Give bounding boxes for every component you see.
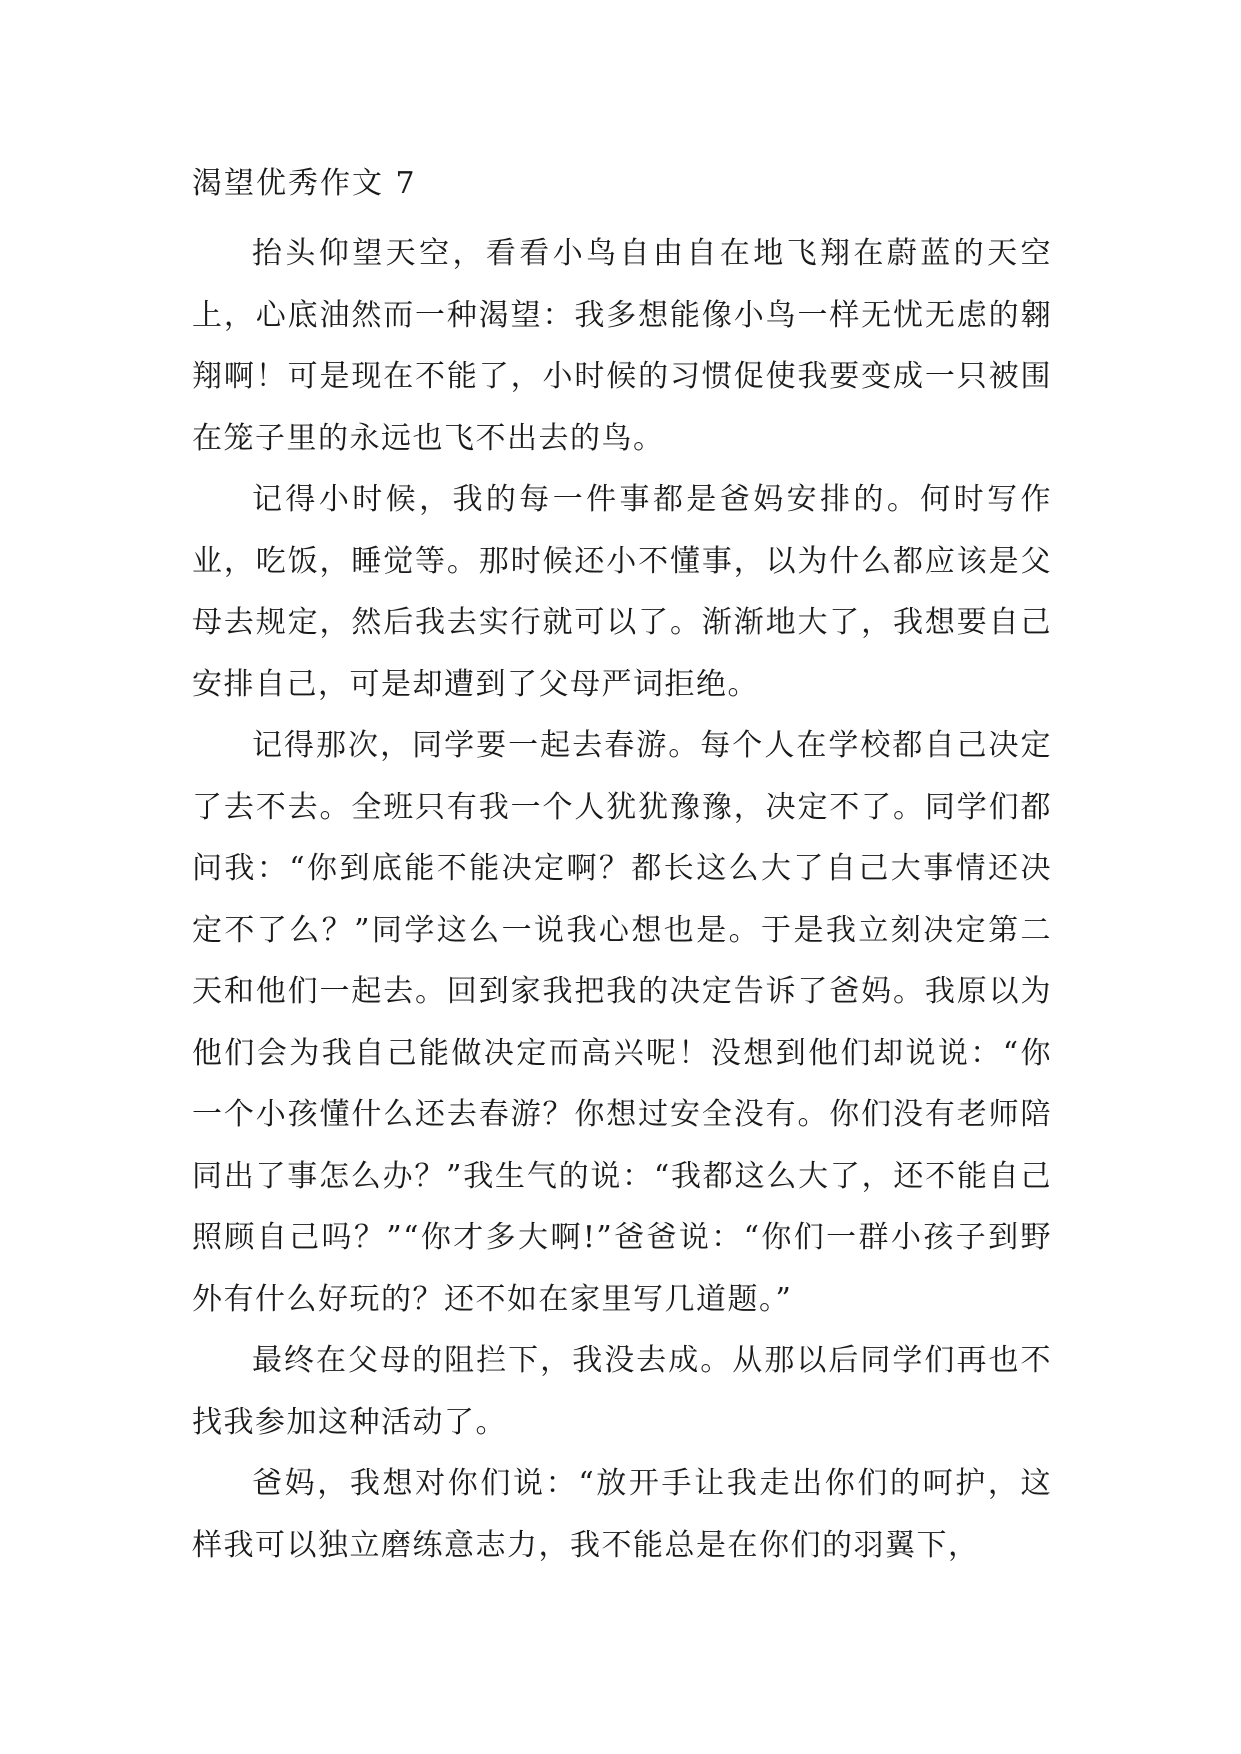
document-title: 渴望优秀作文 7 [192, 166, 417, 201]
paragraph-5: 爸妈，我想对你们说：“放开手让我走出你们的呵护，这样我可以独立磨练意志力，我不能总是在你们的羽翼下， [192, 1466, 1052, 1563]
paragraph-2: 记得小时候，我的每一件事都是爸妈安排的。何时写作业，吃饭，睡觉等。那时候还小不懂事，以为什么都应该是父母去规定，然后我去实行就可以了。渐渐地大了，我想要自己安排自己，可是却遭到了父母严词拒绝。 [192, 482, 1052, 702]
paragraph-3: 记得那次，同学要一起去春游。每个人在学校都自己决定了去不去。全班只有我一个人犹犹豫豫，决定不了。同学们都问我：“你到底能不能决定啊？都长这么大了自己大事情还决定不了么？”同学这么一说我心想也是。于是我立刻决定第二天和他们一起去。回到家我把我的决定告诉了爸妈。我原以为他们会为我自己能做决定而高兴呢！没想到他们却说说：“你一个小孩懂什么还去春游？你想过安全没有。你们没有老师陪同出了事怎么办？”我生气的说：“我都这么大了，还不能自己照顾自己吗？”“你才多大啊!”爸爸说：“你们一群小孩子到野外有什么好玩的？还不如在家里写几道题。” [192, 728, 1052, 1317]
paragraph-1: 抬头仰望天空，看看小鸟自由自在地飞翔在蔚蓝的天空上，心底油然而一种渴望：我多想能像小鸟一样无忧无虑的翱翔啊！可是现在不能了，小时候的习惯促使我要变成一只被围在笼子里的永远也飞不出去的鸟。 [192, 236, 1052, 456]
paragraph-4: 最终在父母的阻拦下，我没去成。从那以后同学们再也不找我参加这种活动了。 [192, 1343, 1052, 1440]
document-body [192, 165, 1052, 1576]
